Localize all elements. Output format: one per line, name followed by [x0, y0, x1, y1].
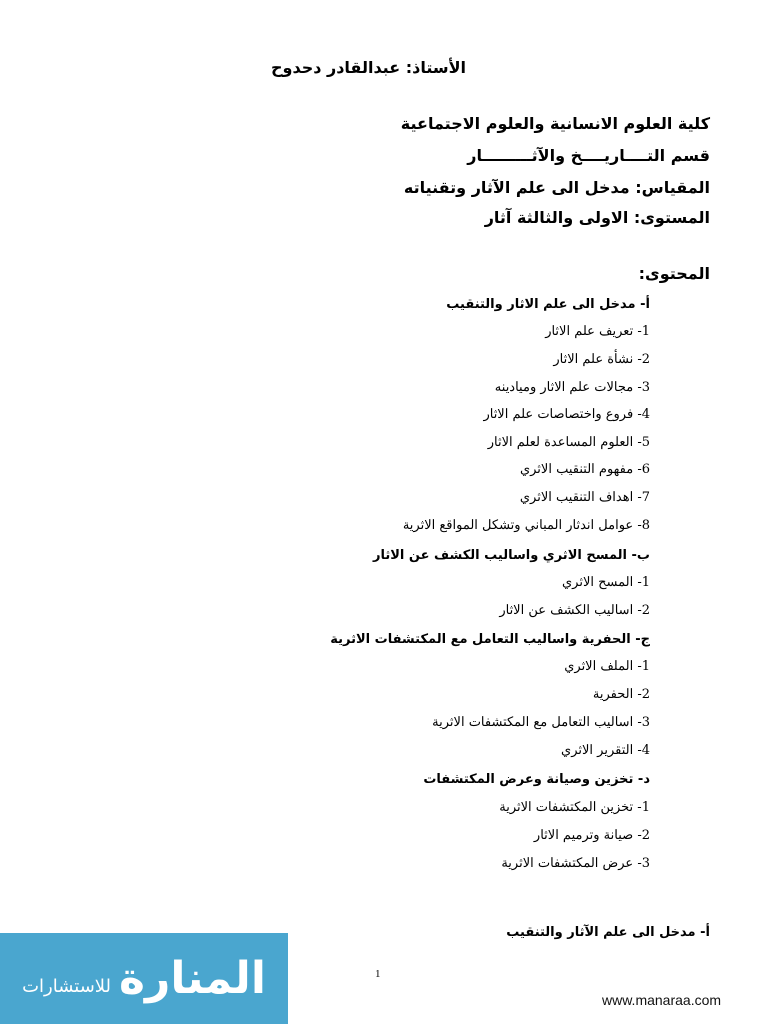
list-item: 3- مجالات علم الاثار وميادينه: [494, 380, 650, 395]
page-number: 1: [375, 968, 381, 980]
department-name: قسم التــــاريــــخ والآثـــــــــار: [467, 146, 710, 165]
list-item: 1- تخزين المكتشفات الاثرية: [499, 800, 650, 815]
site-url: www.manaraa.com: [602, 992, 722, 1008]
course-name: المقياس: مدخل الى علم الآثار وتقنياته: [403, 178, 710, 197]
list-item: 2- نشأة علم الاثار: [553, 352, 650, 367]
watermark-logo: [0, 933, 288, 1024]
contents-heading: المحتوى:: [638, 264, 710, 283]
list-item: 7- اهداف التنقيب الاثري: [519, 490, 650, 505]
list-item: 2- الحفرية: [592, 687, 650, 702]
professor-name: الأستاذ: عبدالقادر دحدوح: [270, 58, 466, 77]
list-item: 1- تعريف علم الاثار: [545, 324, 650, 339]
list-item: 4- فروع واختصاصات علم الاثار: [483, 407, 650, 422]
list-item: 1- المسح الاثري: [561, 575, 650, 590]
list-item: 5- العلوم المساعدة لعلم الاثار: [487, 435, 650, 450]
list-item: 8- عوامل اندثار المباني وتشكل المواقع الاثرية: [402, 518, 650, 533]
list-item: 3- اساليب التعامل مع المكتشفات الاثرية: [432, 715, 650, 730]
list-item: 1- الملف الاثري: [564, 659, 650, 674]
faculty-name: كلية العلوم الانسانية والعلوم الاجتماعية: [400, 114, 710, 133]
section-title-b: ب- المسح الاثري واساليب الكشف عن الاثار: [372, 548, 650, 563]
watermark-subtitle: للاستشارات: [22, 976, 112, 997]
list-item: 4- التقرير الاثري: [561, 743, 650, 758]
section-title-d: د- تخزين وصيانة وعرض المكتشفات: [423, 772, 650, 787]
list-item: 2- اساليب الكشف عن الاثار: [499, 603, 650, 618]
watermark-brand: المنارة: [119, 953, 266, 1004]
list-item: 2- صيانة وترميم الاثار: [533, 828, 650, 843]
list-item: 6- مفهوم التنقيب الاثري: [519, 462, 650, 477]
section-title-a: أ- مدخل الى علم الاثار والتنقيب: [446, 297, 650, 312]
section-title-c: ج- الحفرية واساليب التعامل مع المكتشفات الاثرية: [330, 632, 650, 647]
list-item: 3- عرض المكتشفات الاثرية: [501, 856, 650, 871]
next-section-title: أ- مدخل الى علم الآثار والتنقيب: [506, 925, 710, 940]
level-name: المستوى: الاولى والثالثة آثار: [484, 208, 710, 227]
